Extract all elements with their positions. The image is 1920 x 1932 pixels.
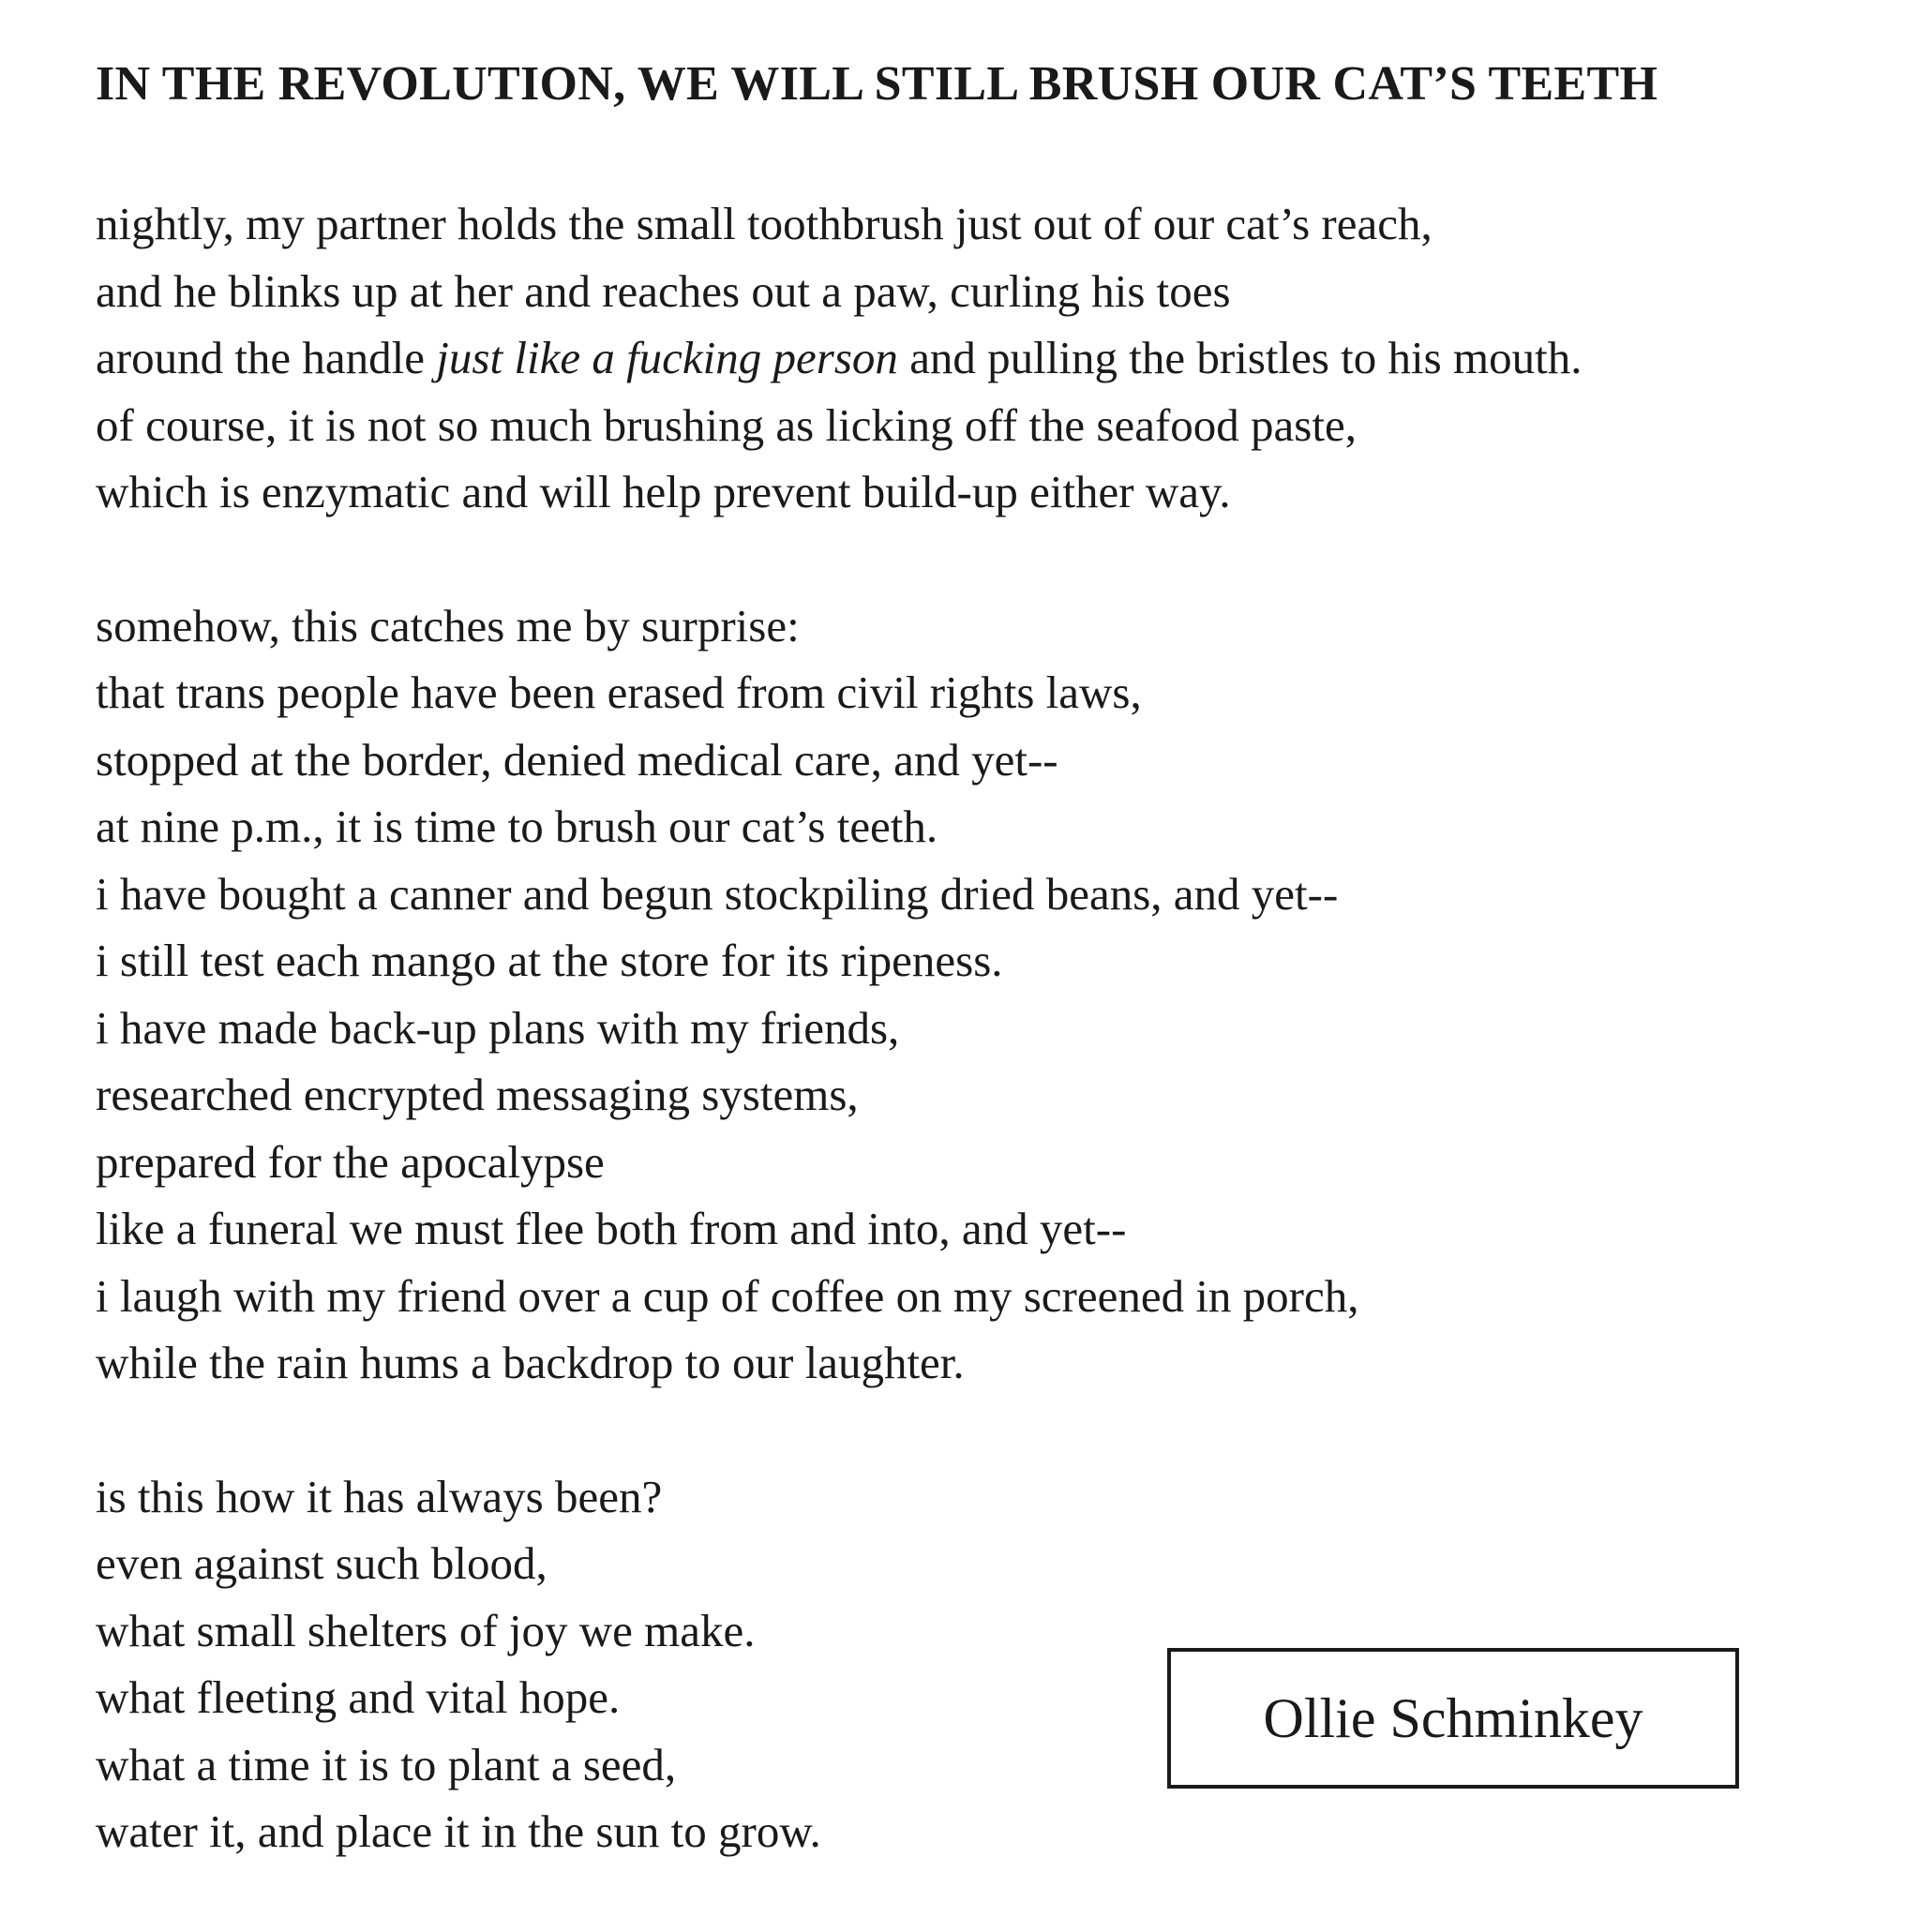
poem-line: prepared for the apocalypse (96, 1135, 605, 1188)
poem-line: somehow, this catches me by surprise: (96, 599, 800, 651)
poem-line: i laugh with my friend over a cup of coffee on my screened in porch, (96, 1269, 1359, 1322)
poem-line: even against such blood, (96, 1537, 548, 1589)
poem-line: while the rain hums a backdrop to our laughter. (96, 1337, 965, 1388)
poem-line (96, 324, 1830, 392)
poem-line: which is enzymatic and will help prevent build-up either way. (96, 466, 1231, 517)
stanza-1 (96, 190, 1830, 526)
poem-line: i have made back-up plans with my friends, (96, 1001, 900, 1054)
poem-line: that trans people have been erased from civil rights laws, (96, 666, 1142, 718)
poem-line: water it, and place it in the sun to grow. (96, 1805, 821, 1857)
poem-line: is this how it has always been? (96, 1470, 663, 1522)
poem-line: i have bought a canner and begun stockpiling dried beans, and yet-- (96, 867, 1339, 920)
poem-line: and he blinks up at her and reaches out a paw, curling his toes (96, 264, 1231, 317)
poem-line: i still test each mango at the store for its ripeness. (96, 935, 1003, 986)
poem-title: IN THE REVOLUTION, WE WILL STILL BRUSH OUR CAT’S TEETH (96, 57, 1658, 111)
poem-line: like a funeral we must flee both from and into, and yet-- (96, 1203, 1127, 1254)
author-name: Ollie Schminkey (1263, 1686, 1643, 1749)
poem-line: at nine p.m., it is time to brush our cat’s teeth. (96, 801, 938, 852)
poem-line: of course, it is not so much brushing as licking off the seafood paste, (96, 398, 1357, 451)
italic-phrase: just like a fucking person (436, 332, 898, 383)
line-text: around the handle (96, 332, 437, 383)
author-box (1167, 1648, 1739, 1789)
line-text: and pulling the bristles to his mouth. (897, 332, 1582, 383)
poem-line: stopped at the border, denied medical care, and yet-- (96, 733, 1058, 786)
poem-line: what a time it is to plant a seed, (96, 1738, 677, 1790)
stanza-2 (96, 592, 1830, 1397)
poem-line: what fleeting and vital hope. (96, 1671, 621, 1723)
poem-line: nightly, my partner holds the small toothbrush just out of our cat’s reach, (96, 198, 1432, 249)
poem-line: researched encrypted messaging systems, (96, 1069, 859, 1120)
poem-line: what small shelters of joy we make. (96, 1604, 756, 1656)
